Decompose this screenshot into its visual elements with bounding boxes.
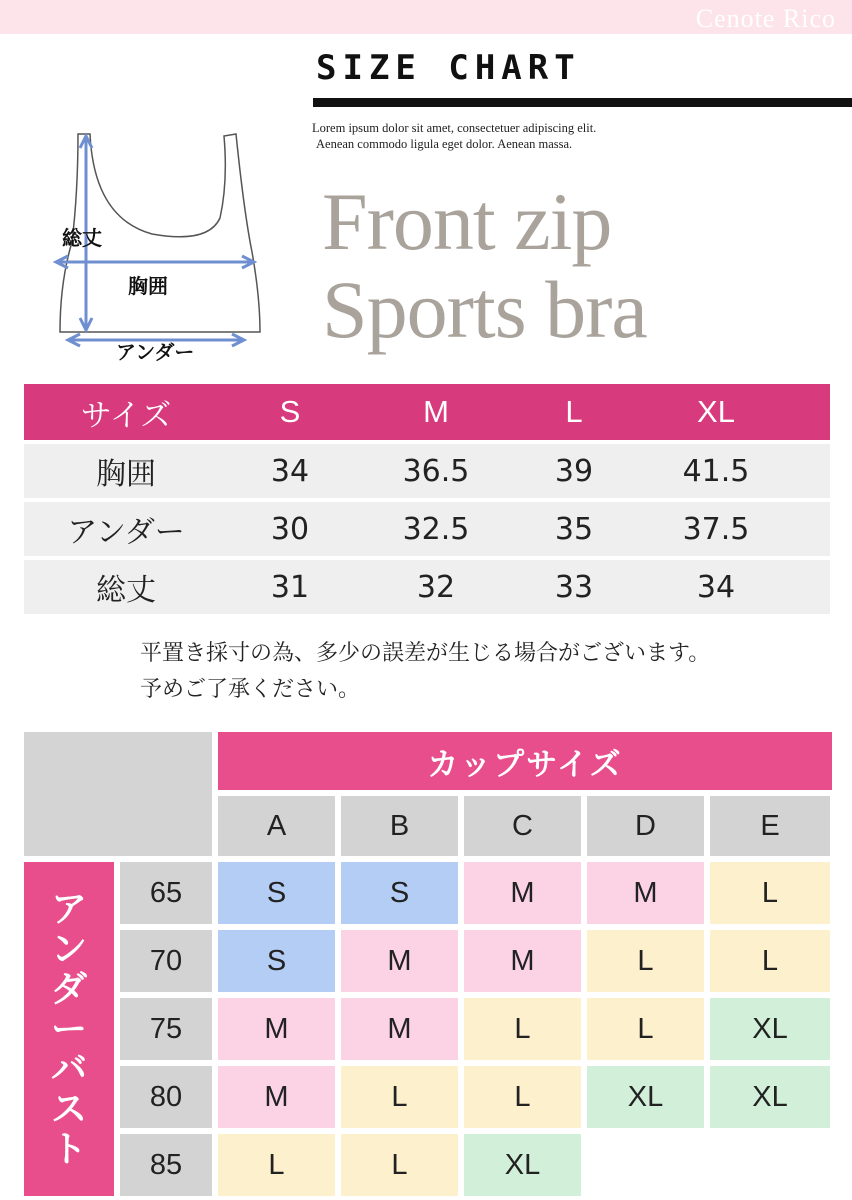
- table-cell: 36.5: [402, 453, 470, 489]
- cup-cell-65a: S: [218, 862, 335, 924]
- table-cell: 33: [554, 569, 594, 605]
- header-xl: XL: [697, 394, 735, 429]
- table-row: [24, 560, 830, 614]
- note-line-2: 予めご了承ください。: [140, 677, 361, 702]
- product-name-line-2: Sports bra: [322, 264, 647, 355]
- cup-cell-65c: M: [464, 862, 581, 924]
- diagram-label-under: アンダー: [116, 340, 195, 364]
- table-cell: 41.5: [682, 453, 750, 489]
- cup-size-header: カップサイズ: [218, 732, 832, 790]
- table-cell: 37.5: [682, 511, 750, 547]
- header-m: M: [423, 394, 449, 429]
- table-corner: [24, 732, 212, 856]
- cup-letter-a: A: [218, 796, 335, 856]
- table-cell: 32: [416, 569, 456, 605]
- cup-letter-c: C: [464, 796, 581, 856]
- under-bust-label: [24, 862, 114, 1196]
- cup-cell-75b: M: [341, 998, 458, 1060]
- cup-cell-80a: M: [218, 1066, 335, 1128]
- brand-logo: Cenote Rico: [695, 4, 836, 33]
- size-table: [24, 384, 830, 614]
- lorem-line-1: Lorem ipsum dolor sit amet, consectetuer adipiscing elit.: [312, 121, 597, 135]
- cup-cell-65d: M: [587, 862, 704, 924]
- cup-cell-65e: L: [710, 862, 830, 924]
- measurement-note: [140, 636, 710, 708]
- header-s: S: [279, 394, 301, 429]
- table-row: [24, 502, 830, 556]
- cup-cell-70d: L: [587, 930, 704, 992]
- cup-cell-75d: L: [587, 998, 704, 1060]
- row-label: 総丈: [96, 573, 156, 608]
- note-line-1: 平置き採寸の為、多少の誤差が生じる場合がございます。: [140, 641, 711, 666]
- top-banner: [0, 0, 852, 34]
- table-cell: 39: [554, 453, 594, 489]
- cup-cell-85b: L: [341, 1134, 458, 1196]
- table-cell: 31: [270, 569, 310, 605]
- cup-letter-d: D: [587, 796, 704, 856]
- under-bust-label-text: アンダーバスト: [50, 888, 87, 1169]
- band-85: 85: [120, 1134, 212, 1196]
- product-name: [322, 178, 647, 354]
- band-70: 70: [120, 930, 212, 992]
- cup-cell-70b: M: [341, 930, 458, 992]
- table-cell: 30: [270, 511, 310, 547]
- cup-cell-75a: M: [218, 998, 335, 1060]
- row-label: 胸囲: [96, 457, 156, 492]
- cup-letter-e: E: [710, 796, 830, 856]
- cup-cell-80e: XL: [710, 1066, 830, 1128]
- row-label: アンダー: [67, 515, 185, 550]
- table-cell: 32.5: [402, 511, 470, 547]
- table-cell: 34: [696, 569, 736, 605]
- cup-cell-70e: L: [710, 930, 830, 992]
- table-cell: 35: [554, 511, 594, 547]
- cup-cell-80d: XL: [587, 1066, 704, 1128]
- lorem-text: [312, 120, 596, 152]
- cup-letter-b: B: [341, 796, 458, 856]
- band-80: 80: [120, 1066, 212, 1128]
- band-75: 75: [120, 998, 212, 1060]
- cup-cell-85a: L: [218, 1134, 335, 1196]
- diagram-label-length: 総丈: [62, 226, 102, 250]
- cup-cell-75e: XL: [710, 998, 830, 1060]
- header-size: サイズ: [80, 397, 172, 433]
- cup-cell-80b: L: [341, 1066, 458, 1128]
- title-underline: [313, 98, 852, 107]
- product-name-line-1: Front zip: [322, 176, 612, 267]
- cup-cell-75c: L: [464, 998, 581, 1060]
- cup-cell-80c: L: [464, 1066, 581, 1128]
- band-65: 65: [120, 862, 212, 924]
- table-row: [24, 444, 830, 498]
- diagram-label-bust: 胸囲: [128, 274, 168, 298]
- cup-cell-70c: M: [464, 930, 581, 992]
- size-table-header: [24, 384, 830, 440]
- table-cell: 34: [270, 453, 310, 489]
- cup-cell-85c: XL: [464, 1134, 581, 1196]
- page-title: SIZE CHART: [316, 48, 581, 88]
- cup-cell-65b: S: [341, 862, 458, 924]
- header-l: L: [565, 394, 583, 429]
- cup-cell-70a: S: [218, 930, 335, 992]
- lorem-line-2: Aenean commodo ligula eget dolor. Aenean massa.: [316, 137, 573, 151]
